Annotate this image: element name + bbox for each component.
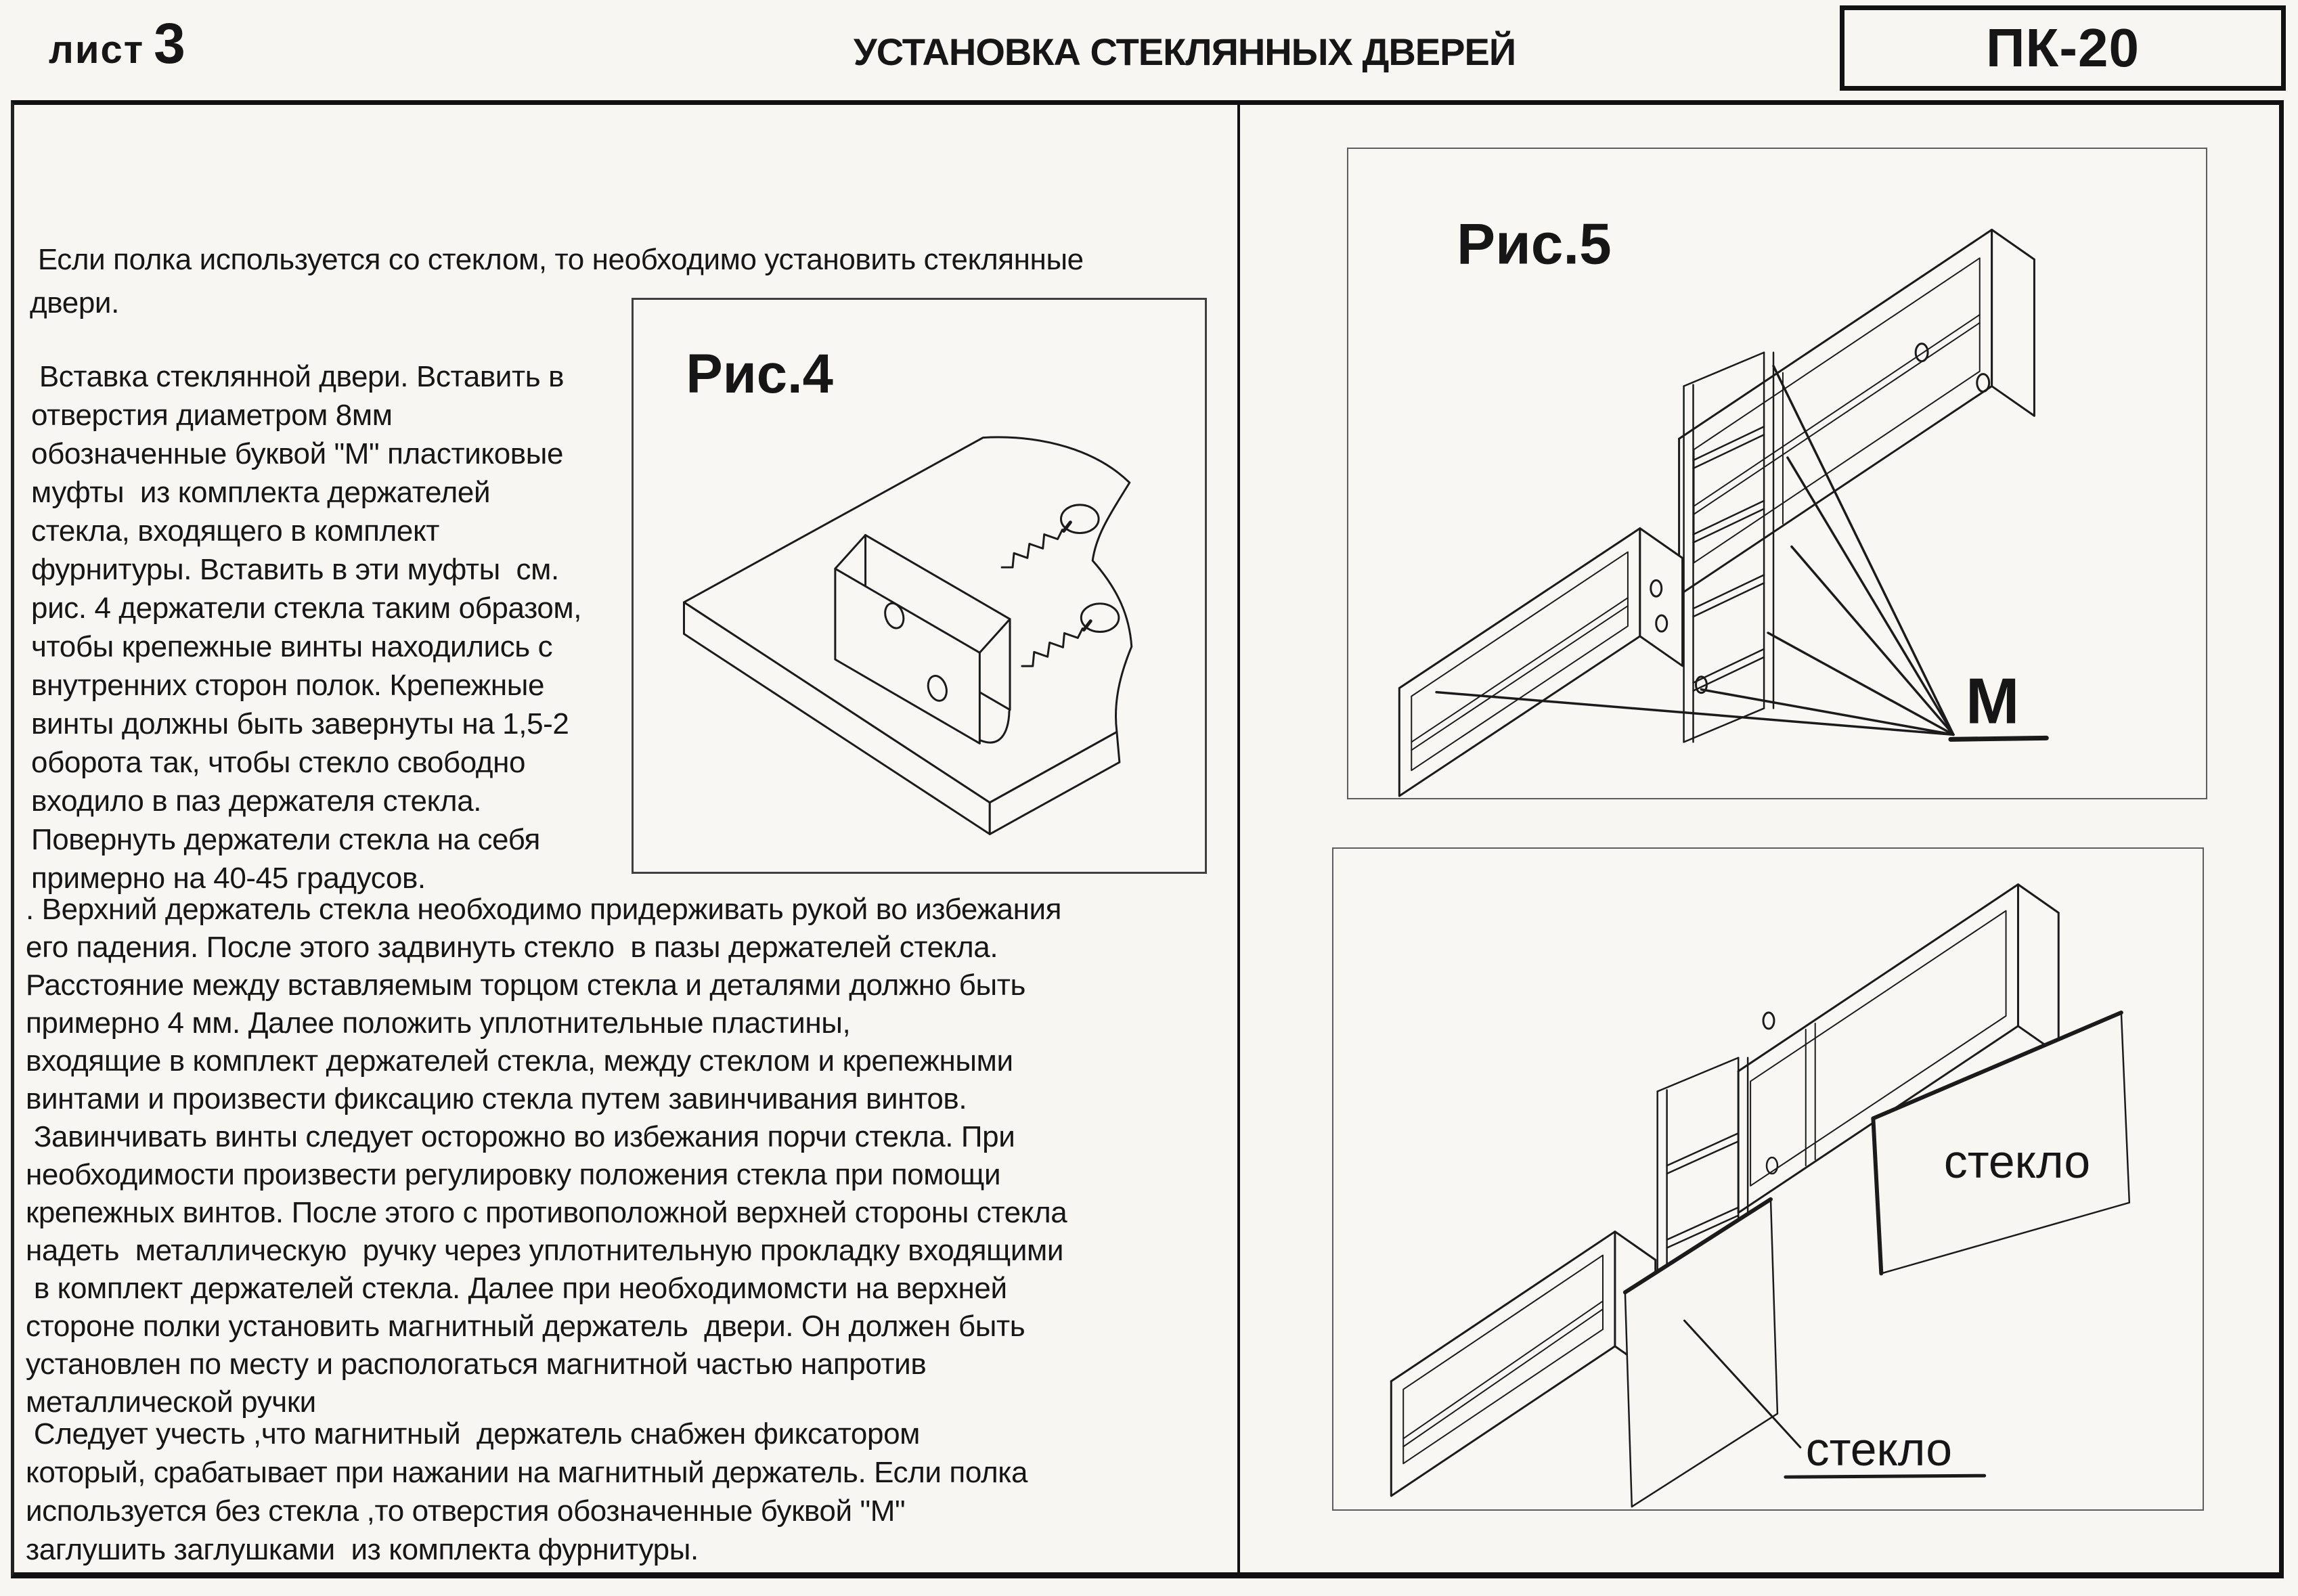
text-line: Если полка используется со стеклом, то необходимо установить стеклянные xyxy=(30,243,1084,276)
text-line: надеть металлическую ручку через уплотнительную прокладку входящими xyxy=(26,1234,1064,1267)
text-line: установлен по месту и распологаться магнитной частью напротив xyxy=(26,1348,927,1381)
text-line: рис. 4 держатели стекла таким образом, xyxy=(31,592,582,625)
figure5-drawing xyxy=(1348,149,2206,798)
sheet-number-label xyxy=(49,11,185,76)
text-line: Повернуть держатели стекла на себя xyxy=(31,823,540,856)
text-line: входящие в комплект держателей стекла, между стеклом и крепежными xyxy=(26,1044,1013,1078)
upper-shelf-unit xyxy=(1679,230,2035,596)
text-line: Следует учесть ,что магнитный держатель снабжен фиксатором xyxy=(26,1417,920,1450)
lower-shelf-unit xyxy=(1399,529,1706,796)
text-line: в комплект держателей стекла. Далее при необходимомсти на верхней xyxy=(26,1272,1007,1305)
text-line: необходимости произвести регулировку положения стекла при помощи xyxy=(26,1158,1001,1191)
text-line: металлической ручки xyxy=(26,1386,316,1419)
column-divider xyxy=(1237,100,1240,1578)
glass-label-upper: стекло xyxy=(1943,1135,2091,1189)
text-line: оборота так, чтобы стекло свободно xyxy=(31,746,526,779)
text-line: . Верхний держатель стекла необходимо придерживать рукой во избежания xyxy=(26,893,1062,926)
text-line: стороне полки установить магнитный держатель двери. Он должен быть xyxy=(26,1310,1025,1343)
text-line: винты должны быть завернуты на 1,5-2 xyxy=(31,707,569,740)
figure4-box xyxy=(632,298,1207,874)
text-line: его падения. После этого задвинуть стекло в пазы держателей стекла. xyxy=(26,931,998,964)
text-line: фурнитуры. Вставить в эти муфты см. xyxy=(31,553,559,586)
paragraph-insertion xyxy=(31,357,630,897)
paragraph-fixing xyxy=(26,891,1232,1421)
text-line: внутренних сторон полок. Крепежные xyxy=(31,669,545,702)
figure4-drawing xyxy=(634,300,1205,872)
text-line: отверстия диаметром 8мм xyxy=(31,399,393,432)
glass-doors-drawing xyxy=(1333,849,2203,1509)
m-marker: М xyxy=(1965,665,2020,738)
figure5-label: Рис.5 xyxy=(1456,211,1612,277)
glass-label-lower: стекло xyxy=(1805,1423,1953,1476)
sheet-word: лист xyxy=(49,28,145,72)
product-code-box xyxy=(1840,5,2286,91)
text-line: который, срабатывает при нажании на магнитный держатель. Если полка xyxy=(26,1456,1028,1489)
sheet-number: 3 xyxy=(154,12,185,75)
paragraph-note xyxy=(26,1415,1232,1569)
glass-doors-figure-box xyxy=(1332,847,2204,1511)
text-line: стекла, входящего в комплект xyxy=(31,514,440,548)
page-title: УСТАНОВКА СТЕКЛЯННЫХ ДВЕРЕЙ xyxy=(853,30,1516,73)
text-line: Вставка стеклянной двери. Вставить в xyxy=(31,360,565,393)
text-line: муфты из комплекта держателей xyxy=(31,476,491,509)
text-line: входило в паз держателя стекла. xyxy=(31,784,482,818)
text-line: двери. xyxy=(30,286,119,319)
text-line: Завинчивать винты следует осторожно во избежания порчи стекла. При xyxy=(26,1120,1015,1153)
figure4-label: Рис.4 xyxy=(686,343,833,405)
text-line: винтами и произвести фиксацию стекла путем завинчивания винтов. xyxy=(26,1082,967,1115)
text-line: используется без стекла ,то отверстия обозначенные буквой "М" xyxy=(26,1494,906,1528)
text-line: Расстояние между вставляемым торцом стекла и деталями должно быть xyxy=(26,969,1025,1002)
text-line: обозначенные буквой "М" пластиковые xyxy=(31,437,564,470)
text-line: чтобы крепежные винты находились с xyxy=(31,630,553,663)
lower-shelf-unit xyxy=(1391,1232,1662,1496)
text-line: крепежных винтов. После этого с противоположной верхней стороны стекла xyxy=(26,1196,1067,1229)
figure5-box xyxy=(1347,148,2207,799)
text-line: примерно 4 мм. Далее положить уплотнительные пластины, xyxy=(26,1006,851,1040)
product-code: ПК-20 xyxy=(1986,18,2140,78)
text-line: примерно на 40-45 градусов. xyxy=(31,862,426,895)
text-line: заглушить заглушками из комплекта фурнитуры. xyxy=(26,1533,699,1566)
